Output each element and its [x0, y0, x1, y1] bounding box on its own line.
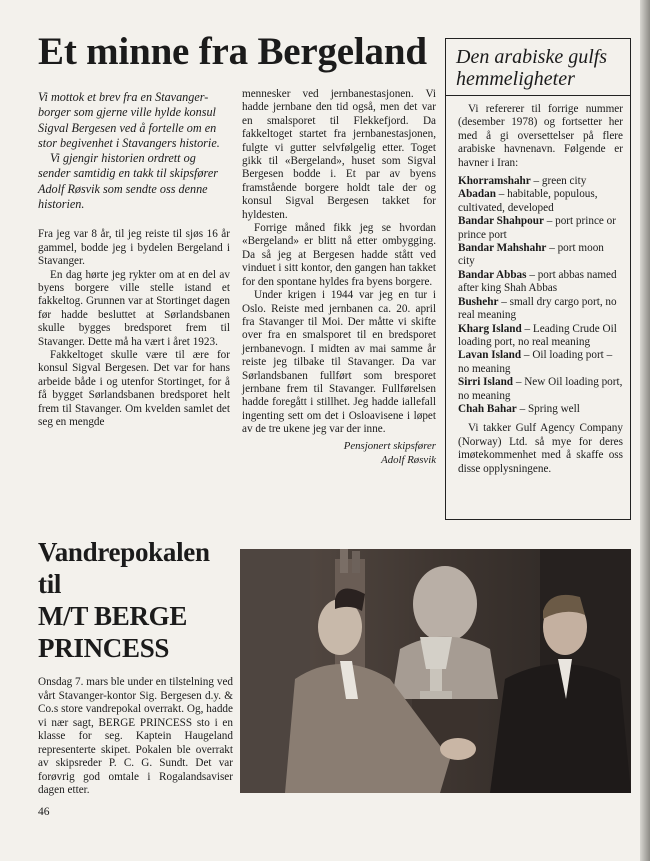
bottom-article-title	[38, 536, 233, 664]
port-entry	[458, 175, 623, 188]
port-meaning: – habitable, populous, cultivated, developed	[458, 188, 598, 214]
signature-title: Pensjonert skipsfører	[343, 439, 436, 452]
port-list	[458, 175, 623, 416]
port-entry	[458, 215, 623, 242]
port-entry	[458, 349, 623, 376]
title-line: til	[38, 569, 62, 599]
article-intro	[38, 90, 230, 212]
sidebar-outro: Vi takker Gulf Agency Company (Norway) Ltd. så mye for deres imøtekommenhet med å skaffe oss disse opplysningene.	[458, 422, 623, 475]
photo-illustration	[240, 549, 631, 793]
page-edge	[640, 0, 650, 861]
sidebar-box	[445, 38, 631, 520]
sidebar-intro: Vi refererer til forrige nummer (desember 1978) og fortsetter her med å gi oversettelser på flere arabiske havnenavn. Følgende er havner i Iran:	[458, 103, 623, 169]
article-column-right	[242, 88, 436, 467]
port-name: Khorramshahr	[458, 175, 531, 188]
trophy-presentation-photo	[240, 549, 631, 793]
port-meaning: – Spring well	[516, 402, 580, 415]
port-meaning: – green city	[530, 175, 587, 188]
body-paragraph: Onsdag 7. mars ble under en tilstelning ved vårt Stavanger-kontor Sig. Bergesen d.y. & Co.s store vandrepokal overrakt. Og, hadde vi nær sagt, BERGE PRINCESS sto i en klasse for seg. Kaptein Haugeland representerte skipet. Pokalen ble overrakt av skipsreder P. C. G. Sundt. Det var forøvrig god omtale i Rogalandsaviser dagen etter.	[38, 676, 233, 796]
port-meaning: – New Oil loading port, no meaning	[458, 376, 623, 402]
port-entry	[458, 323, 623, 350]
page-number: 46	[38, 806, 50, 818]
signature	[242, 439, 436, 467]
title-line: PRINCESS	[38, 633, 170, 663]
body-paragraph: mennesker ved jernbanestasjonen. Vi hadde jernbane den tid også, men det var en smalsporet til Flekkefjord. Da fakkeltoget startet fra jernbanestasjonen, fulgte vi gutter selvfølgelig etter. Toget gikk til «Bergeland», huset som Sigval Bergesen bodde i. Et par av byens framstående borgere holdt tale der og konsul Sigval Bergesen takket for hyldesten.	[242, 88, 436, 221]
port-meaning: – port prince or prince port	[458, 215, 616, 241]
port-name: Bandar Mahshahr	[458, 242, 547, 255]
port-meaning: – Leading Crude Oil loading port, no real meaning	[458, 322, 617, 348]
port-entry	[458, 269, 623, 296]
body-paragraph: En dag hørte jeg rykter om at en del av byens borgere ville stelle istand et fakkeltog. Grunnen var at Stortinget dagen før hadde besluttet at Sørlandsbanen skulle bygges bredsporet frem til Stavanger. Dette må ha vært i året 1923.	[38, 268, 230, 348]
port-name: Bandar Abbas	[458, 268, 527, 281]
article-title: Et minne fra Bergeland	[38, 30, 427, 73]
body-paragraph: Fra jeg var 8 år, til jeg reiste til sjøs 16 år gammel, bodde jeg i bydelen Bergeland i Stavanger.	[38, 228, 230, 268]
port-name: Bandar Shahpour	[458, 215, 544, 228]
port-name: Lavan Island	[458, 349, 522, 362]
port-entry	[458, 403, 623, 416]
sidebar-title: Den arabiske gulfs hemmeligheter	[446, 39, 630, 96]
port-name: Kharg Island	[458, 322, 522, 335]
port-name: Sirri Island	[458, 376, 514, 389]
port-entry	[458, 188, 623, 215]
port-meaning: – port abbas named after king Shah Abbas	[458, 268, 617, 295]
article-column-left	[38, 90, 230, 429]
port-name: Bushehr	[458, 295, 499, 308]
intro-paragraph-1: Vi mottok et brev fra en Stavanger-borger som gjerne ville hylde konsul Sigval Bergesen ved å fortelle om en stor begivenhet i Stavangers historie.	[38, 90, 220, 150]
body-paragraph: Forrige måned fikk jeg se hvordan «Bergeland» er blitt nå etter ombygging. Da så jeg at Bergesen hadde stått ved vinduet i sitt kontor, den gangen han takket for den spontane hyldes fra byens borgere.	[242, 222, 436, 288]
port-entry	[458, 242, 623, 269]
port-meaning: – small dry cargo port, no real meaning	[458, 295, 617, 322]
title-line: Vandrepokalen	[38, 537, 210, 567]
port-name: Chah Bahar	[458, 402, 517, 415]
port-entry	[458, 376, 623, 403]
port-meaning: – port moon city	[458, 242, 604, 268]
signature-name: Adolf Røsvik	[381, 453, 436, 466]
top-article	[38, 30, 438, 466]
port-name: Abadan	[458, 188, 496, 201]
sidebar-body	[446, 96, 630, 476]
bottom-article-body	[38, 676, 233, 798]
port-meaning: – Oil loading port – no meaning	[458, 349, 613, 375]
intro-paragraph-2: Vi gjengir historien ordrett og sender samtidig en takk til skipsfører Adolf Røsvik som sendte oss denne historien.	[38, 151, 218, 212]
bottom-article	[38, 536, 233, 798]
body-paragraph: Under krigen i 1944 var jeg en tur i Oslo. Reiste med jernbanen ca. 20. april fra Stavanger til Moi. Der måtte vi skifte over fra en smalsporet til en bredsporet jernbanevogn. I midten av mai samme år reiste jeg tilbake til Stavanger. Da var Sørlandsbanen fullført som bresporet jernbane frem til Stavanger. Fullførelsen hadde foregått i stillhet. Jeg hadde iallefall ingenting sett om det i Osloavisene i løpet av de tre ukene jeg var der inne.	[242, 289, 436, 436]
title-line: M/T BERGE	[38, 601, 188, 631]
body-paragraph: Fakkeltoget skulle være til ære for konsul Sigval Bergesen. Det var for hans arbeide både i og utenfor Stortinget, for å få bygget Sørlandsbanen bredsporet helt frem til Stavanger. Om kvelden samlet det seg en mengde	[38, 349, 230, 429]
port-entry	[458, 296, 623, 323]
